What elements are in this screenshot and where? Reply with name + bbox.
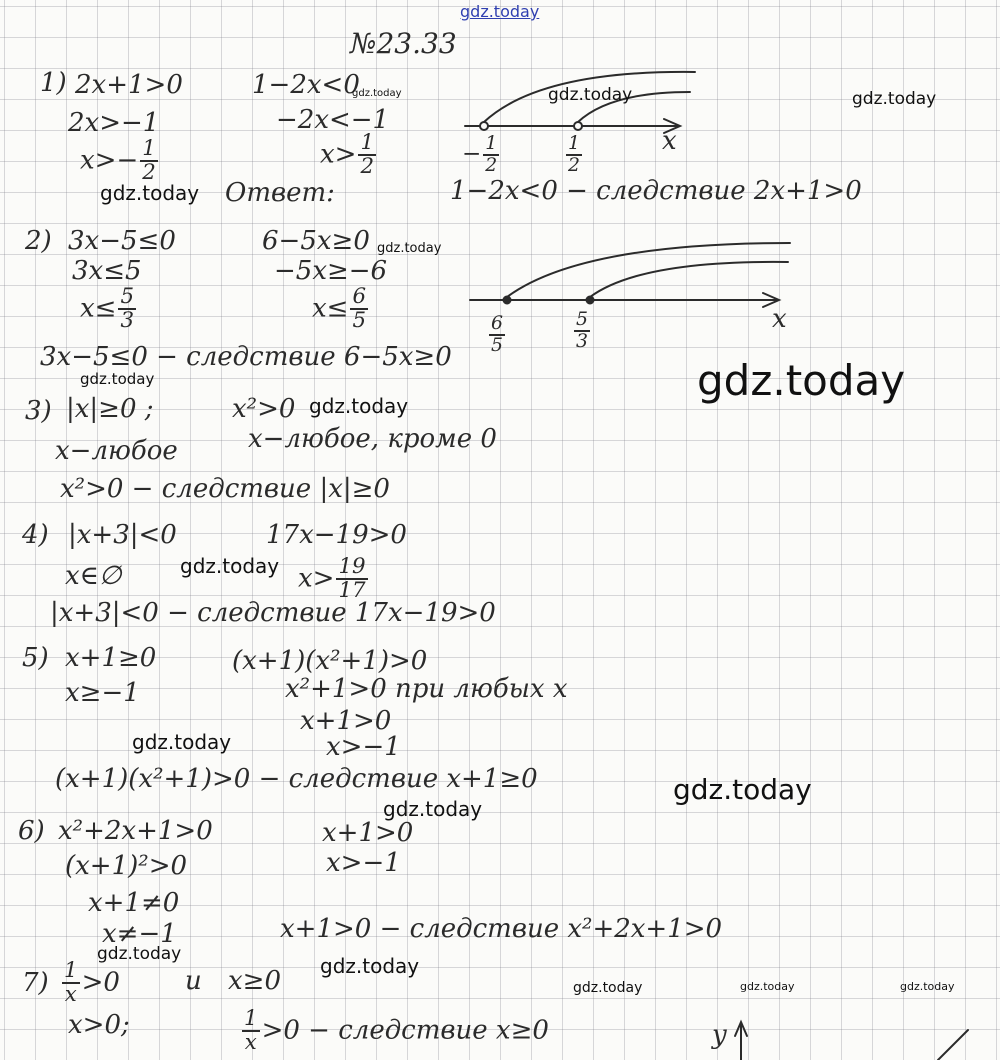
p2-nl-point2-num: 5 <box>576 308 588 330</box>
p6-conclusion: x+1>0 − следствие x²+2x+1>0 <box>280 914 723 944</box>
number-line-1-point-left <box>480 122 488 130</box>
p2-nl-point1-den: 5 <box>491 333 503 356</box>
p7-conclusion-fraction-den: x <box>244 1030 257 1056</box>
p2-nl-point2-den: 3 <box>576 329 588 352</box>
p1-nl-point2-den: 2 <box>568 153 580 176</box>
p2-number: 2) <box>25 226 52 256</box>
watermark: gdz.today <box>383 797 483 821</box>
p1-right-fraction <box>358 132 376 179</box>
p6-left-line1: x²+2x+1>0 <box>58 816 213 846</box>
p3-right-line2: x−любое, кроме 0 <box>248 424 497 454</box>
p1-nl-point2-label <box>564 134 584 176</box>
p7-left-line1-post: >0 <box>81 967 120 998</box>
p2-left-fraction-den: 3 <box>120 308 135 334</box>
p7-left-fraction-num: 1 <box>64 958 78 983</box>
p1-left-line1: 2x+1>0 <box>75 70 183 100</box>
watermark: gdz.today <box>900 980 955 993</box>
p2-left-line1: 3x−5≤0 <box>68 226 176 256</box>
p1-answer-label: Ответ: <box>225 178 335 208</box>
p2-right-line3-pre: x≤ <box>312 293 349 324</box>
p2-right-line1: 6−5x≥0 <box>262 226 370 256</box>
p1-right-line1: 1−2x<0 <box>252 70 360 100</box>
p7-conclusion-fraction <box>242 1008 260 1055</box>
p5-number: 5) <box>22 643 49 673</box>
p7-right-line1: x≥0 <box>228 966 281 996</box>
p6-left-line4: x≠−1 <box>102 919 177 949</box>
p5-right-line1: (x+1)(x²+1)>0 <box>232 646 428 676</box>
p3-right-line1: x²>0 <box>232 394 296 424</box>
p1-left-line2: 2x>−1 <box>68 108 160 138</box>
p4-number: 4) <box>22 520 49 550</box>
number-line-1-point-right <box>574 122 582 130</box>
p2-right-fraction <box>350 286 368 333</box>
p4-left-line2: x∈∅ <box>65 561 122 591</box>
p4-right-line2-pre: x> <box>298 563 335 594</box>
p1-nl-axis-label: x <box>662 126 677 156</box>
p1-nl-point1-den: 2 <box>485 153 498 176</box>
p3-left-line2: x−любое <box>55 436 178 466</box>
p5-conclusion: (x+1)(x²+1)>0 − следствие x+1≥0 <box>55 764 538 794</box>
p5-left-line1: x+1≥0 <box>65 643 157 673</box>
p5-right-line4: x>−1 <box>326 732 401 762</box>
p1-left-fraction <box>140 138 158 185</box>
p6-number: 6) <box>18 816 45 846</box>
watermark: gdz.today <box>100 181 200 205</box>
p2-nl-point1-fraction <box>489 314 505 356</box>
p7-conclusion <box>240 1008 549 1055</box>
p3-conclusion: x²>0 − следствие |x|≥0 <box>60 474 390 504</box>
p2-left-line3-pre: x≤ <box>80 293 117 324</box>
number-line-2-arc-left <box>507 243 790 297</box>
number-line-2-point-right <box>587 297 594 304</box>
p5-left-line2: x≥−1 <box>65 678 140 708</box>
p4-right-line2 <box>298 556 370 603</box>
watermark: gdz.today <box>673 773 812 806</box>
p2-left-line3 <box>80 286 138 333</box>
p4-right-fraction-den: 17 <box>338 578 366 604</box>
p7-and: и <box>185 966 202 996</box>
watermark-top: gdz.today <box>460 2 540 21</box>
p7-left-fraction-den: x <box>64 982 77 1008</box>
watermark: gdz.today <box>132 730 232 754</box>
p6-right-line2: x>−1 <box>326 848 401 878</box>
p1-right-fraction-den: 2 <box>360 154 375 180</box>
watermark: gdz.today <box>352 88 402 99</box>
p4-right-line1: 17x−19>0 <box>266 520 407 550</box>
p1-answer: 1−2x<0 − следствие 2x+1>0 <box>450 176 862 206</box>
watermark: gdz.today <box>740 980 795 993</box>
p1-number: 1) <box>40 68 67 98</box>
p1-nl-point1-label <box>462 134 501 176</box>
watermark: gdz.today <box>377 241 442 256</box>
p4-right-fraction-num: 19 <box>338 554 366 579</box>
p4-conclusion: |x+3|<0 − следствие 17x−19>0 <box>50 598 496 628</box>
watermark: gdz.today <box>852 89 937 109</box>
p7-number: 7) <box>22 968 49 998</box>
p2-left-line2: 3x≤5 <box>72 256 142 286</box>
p6-left-line2: (x+1)²>0 <box>65 851 188 881</box>
p7-left-fraction <box>62 960 80 1007</box>
p2-nl-point2-fraction <box>574 310 590 352</box>
p1-right-line3-pre: x> <box>320 139 357 170</box>
p1-right-fraction-num: 1 <box>360 130 375 155</box>
p2-nl-point1-label <box>487 314 507 356</box>
p2-left-fraction-num: 5 <box>120 284 135 309</box>
watermark: gdz.today <box>320 954 420 978</box>
p5-right-line3: x+1>0 <box>300 706 392 736</box>
p1-nl-point2-num: 1 <box>568 132 580 154</box>
p1-nl-point1-fraction <box>483 134 499 176</box>
p7-left-line2: x>0; <box>68 1010 130 1040</box>
p1-nl-point2-fraction <box>566 134 582 176</box>
graph-7-curve <box>938 1030 968 1060</box>
watermark: gdz.today <box>97 944 182 964</box>
p1-left-fraction-num: 1 <box>142 136 156 161</box>
p2-nl-point2-label <box>572 310 592 352</box>
p2-conclusion: 3x−5≤0 − следствие 6−5x≥0 <box>40 342 452 372</box>
watermark: gdz.today <box>180 554 280 578</box>
p1-left-line3-pre: x>− <box>80 145 139 176</box>
p1-left-line3 <box>80 138 160 185</box>
p4-right-fraction <box>336 556 367 603</box>
p7-left-line1 <box>60 960 120 1007</box>
watermark: gdz.today <box>697 356 906 405</box>
p2-right-line3 <box>312 286 370 333</box>
watermark: gdz.today <box>573 980 643 996</box>
number-line-2-arc-right <box>590 262 788 297</box>
p1-right-line3 <box>320 132 378 179</box>
p1-nl-point1-num: 1 <box>485 132 498 154</box>
watermark: gdz.today <box>309 394 409 418</box>
p7-graph-axis-label: y <box>712 1020 727 1050</box>
p1-right-line2: −2x<−1 <box>276 105 390 135</box>
p4-left-line1: |x+3|<0 <box>68 520 177 550</box>
p2-nl-axis-label: x <box>772 304 787 334</box>
p2-right-line2: −5x≥−6 <box>274 256 388 286</box>
p6-right-line1: x+1>0 <box>322 818 414 848</box>
p2-left-fraction <box>118 286 136 333</box>
p2-nl-point1-num: 6 <box>491 312 503 334</box>
p2-right-fraction-num: 6 <box>352 284 367 309</box>
watermark: gdz.today <box>80 370 155 388</box>
p7-conclusion-fraction-num: 1 <box>244 1006 258 1031</box>
p6-left-line3: x+1≠0 <box>88 888 180 918</box>
p5-right-line2: x²+1>0 при любых x <box>285 674 568 704</box>
p1-left-fraction-den: 2 <box>142 160 156 186</box>
p3-left-line1: |x|≥0 ; <box>66 394 154 424</box>
p1-nl-point1-sign: − <box>462 140 482 167</box>
watermark: gdz.today <box>548 85 633 105</box>
p3-number: 3) <box>25 396 52 426</box>
p2-right-fraction-den: 5 <box>352 308 367 334</box>
p7-conclusion-post: >0 − следствие x≥0 <box>261 1015 549 1046</box>
number-line-2-point-left <box>504 297 511 304</box>
problem-number: №23.33 <box>350 27 457 60</box>
